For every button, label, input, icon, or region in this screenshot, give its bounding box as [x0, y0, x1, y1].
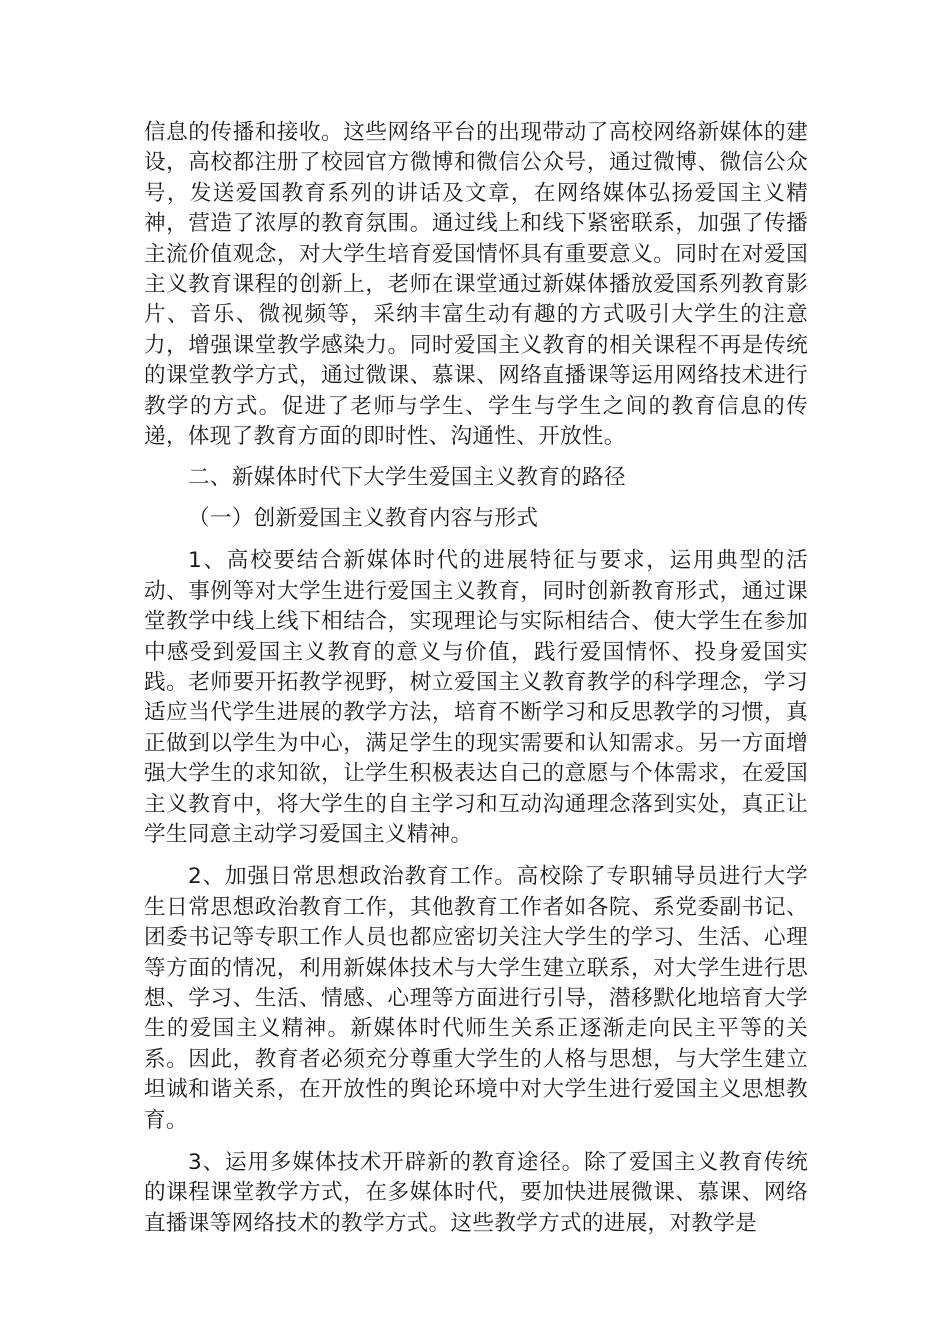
section-heading: 二、新媒体时代下大学生爱国主义教育的路径: [188, 465, 626, 491]
paragraph-continued: 信息的传播和接收。这些网络平台的出现带动了高校网络新媒体的建设，高校都注册了校园官方微博和微信公众号，通过微博、微信公众号，发送爱国教育系列的讲话及文章，在网络媒体弘扬爱国主义精神，营造了浓厚的教育氛围。通过线上和线下紧密联系，加强了传播主流价值观念，对大学生培育爱国情怀具有重要意义。同时在对爱国主义教育课程的创新上，老师在课堂通过新媒体播放爱国系列教育影片、音乐、微视频等，采纳丰富生动有趣的方式吸引大学生的注意力，增强课堂教学感染力。同时爱国主义教育的相关课程不再是传统的课堂教学方式，通过微课、慕课、网络直播课等运用网络技术进行教学的方式。促进了老师与学生、学生与学生之间的教育信息的传递，体现了教育方面的即时性、沟通性、开放性。: [144, 120, 808, 450]
document-page: [144, 118, 808, 1239]
paragraph-item-2: 2、加强日常思想政治教育工作。高校除了专职辅导员进行大学生日常思想政治教育工作，其他教育工作者如各院、系党委副书记、团委书记等专职工作人员也都应密切关注大学生的学习、生活、心理等方面的情况，利用新媒体技术与大学生建立联系，对大学生进行思想、学习、生活、情感、心理等方面进行引导，潜移默化地培育大学生的爱国主义精神。新媒体时代师生关系正逐渐走向民主平等的关系。因此，教育者必须充分尊重大学生的人格与思想，与大学生建立坦诚和谐关系，在开放性的舆论环境中对大学生进行爱国主义思想教育。: [144, 864, 808, 1133]
paragraph-item-3: 3、运用多媒体技术开辟新的教育途径。除了爱国主义教育传统的课程课堂教学方式，在多媒体时代，要加快进展微课、慕课、网络直播课等网络技术的教学方式。这些教学方式的进展，对教学是: [144, 1150, 808, 1236]
paragraph-item-1: 1、高校要结合新媒体时代的进展特征与要求，运用典型的活动、事例等对大学生进行爱国主义教育，同时创新教育形式，通过课堂教学中线上线下相结合，实现理论与实际相结合、使大学生在参加中感受到爱国主义教育的意义与价值，践行爱国情怀、投身爱国实践。老师要开拓教学视野，树立爱国主义教育教学的科学理念，学习适应当代学生进展的教学方法，培育不断学习和反思教学的习惯，真正做到以学生为中心，满足学生的现实需要和认知需求。另一方面增强大学生的求知欲，让学生积极表达自己的意愿与个体需求，在爱国主义教育中，将大学生的自主学习和互动沟通理念落到实处，真正让学生同意主动学习爱国主义精神。: [144, 548, 808, 847]
subsection-heading: （一）创新爱国主义教育内容与形式: [188, 505, 539, 531]
